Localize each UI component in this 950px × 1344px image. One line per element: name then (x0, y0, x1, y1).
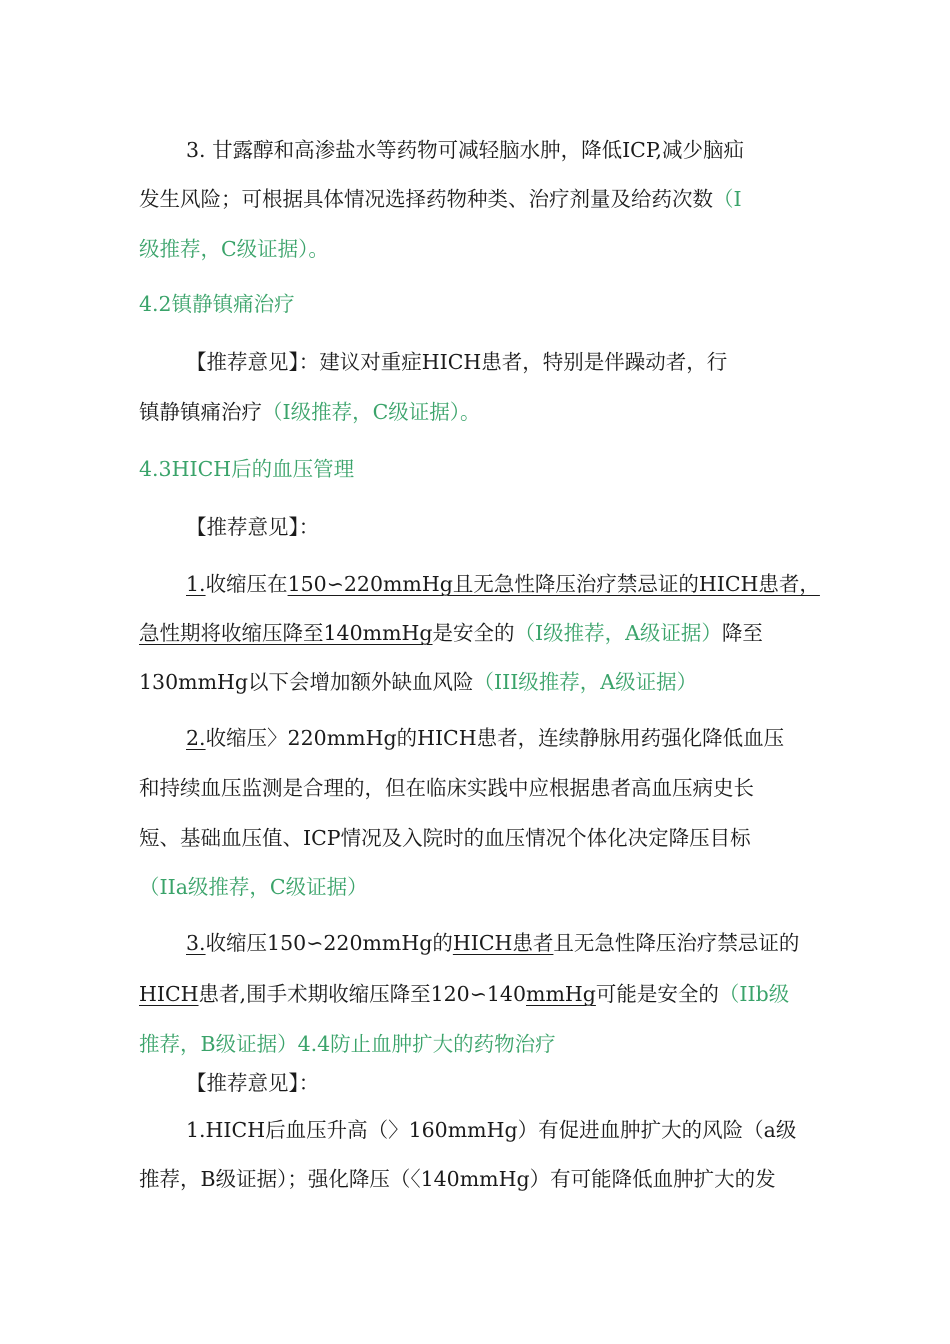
para-bp2-line3: 短、基础血压值、ICP情况及入院时的血压情况个体化决定降压目标 (139, 826, 751, 850)
recommendation-label-1: 【推荐意见】： (186, 515, 320, 539)
para-hematoma-line1: 1.HICH后血压升高（〉160mmHg）有促进血肿扩大的风险（a级 (186, 1118, 797, 1142)
para-bp1-line2: 急性期将收缩压降至140mmHg是安全的（I级推荐，A级证据）降至 (139, 621, 763, 645)
para-bp3-line1: 3.收缩压150∽220mmHg的HICH患者且无急性降压治疗禁忌证的 (186, 931, 800, 955)
para-bp1-line1: 1.收缩压在150∽220mmHg且无急性降压治疗禁忌证的HICH患者， (186, 572, 820, 596)
para-sedation-line1: 【推荐意见】：建议对重症HICH患者，特别是伴躁动者，行 (186, 350, 728, 374)
para-bp2-line1: 2.收缩压〉220mmHg的HICH患者，连续静脉用药强化降低血压 (186, 726, 785, 750)
para-hematoma-line2: 推荐，B级证据）；强化降压（〈140mmHg）有可能降低血肿扩大的发 (139, 1167, 776, 1191)
heading-4-2: 4.2镇静镇痛治疗 (139, 292, 295, 316)
para-mannitol-line1: 3. 甘露醇和高渗盐水等药物可减轻脑水肿，降低ICP,减少脑疝 (186, 138, 745, 162)
para-mannitol-line2: 发生风险；可根据具体情况选择药物种类、治疗剂量及给药次数（I (139, 187, 742, 211)
recommendation-label-2: 【推荐意见】： (186, 1071, 320, 1095)
para-bp2-line2: 和持续血压监测是合理的，但在临床实践中应根据患者高血压病史长 (139, 776, 754, 800)
para-bp2-line4: （IIa级推荐，C级证据） (139, 875, 368, 899)
para-sedation-line2: 镇静镇痛治疗（I级推荐，C级证据）。 (139, 400, 481, 424)
heading-4-3: 4.3HICH后的血压管理 (139, 457, 355, 481)
heading-4-4: 4.4防止血肿扩大的药物治疗 (297, 1032, 556, 1056)
para-bp3-line2: HICH患者,围手术期收缩压降至120∽140mmHg可能是安全的（IIb级 (139, 982, 790, 1006)
para-bp1-line3: 130mmHg以下会增加额外缺血风险（III级推荐，A级证据） (139, 670, 698, 694)
para-bp3-line3: 推荐，B级证据）4.4防止血肿扩大的药物治疗 (139, 1032, 556, 1056)
para-mannitol-line3: 级推荐，C级证据）。 (139, 237, 329, 261)
